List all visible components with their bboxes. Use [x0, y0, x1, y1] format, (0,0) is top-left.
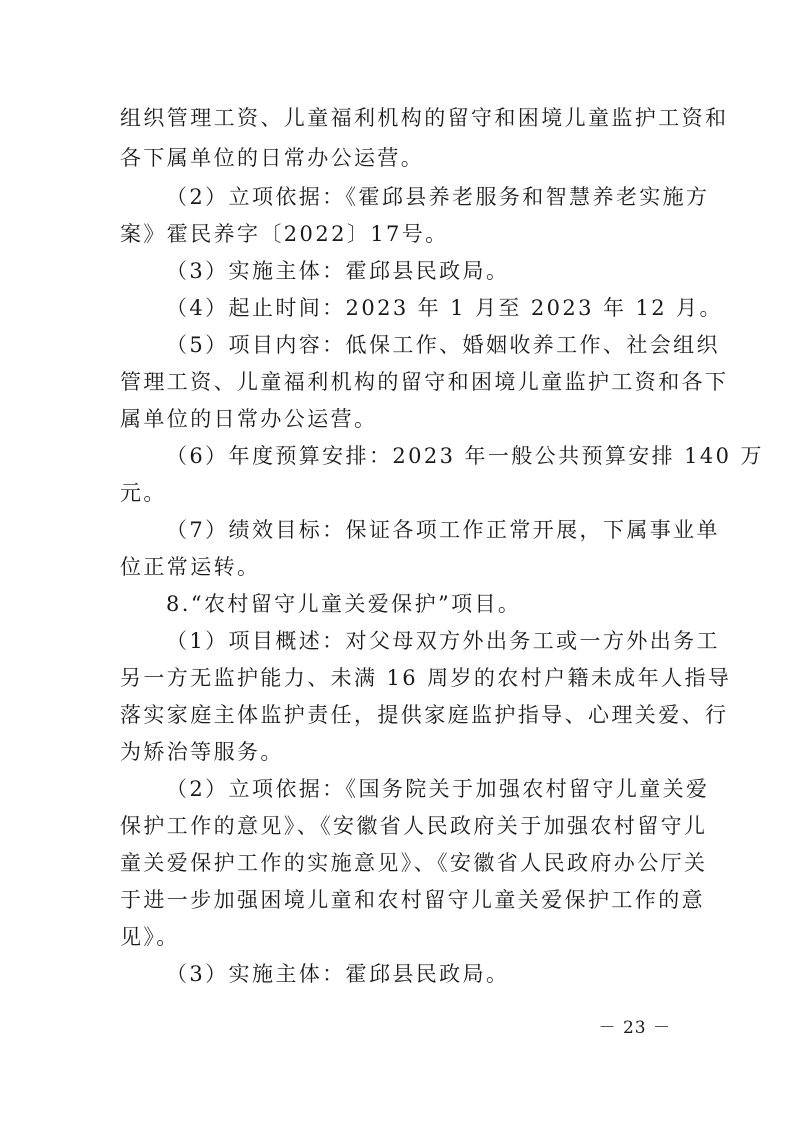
text-line: 为矫治等服务。 — [120, 740, 284, 764]
text-line: 童关爱保护工作的实施意见》、《安徽省人民政府办公厅关 — [120, 851, 708, 875]
text-line: （7）绩效目标：保证各项工作正常开展，下属事业单 — [166, 518, 720, 542]
text-line: （3）实施主体：霍邱县民政局。 — [166, 259, 510, 283]
text-line: 各下属单位的日常办公运营。 — [120, 146, 425, 170]
text-line: 见》。 — [120, 925, 180, 949]
text-line: （1）项目概述：对父母双方外出务工或一方外出务工 — [166, 629, 720, 653]
text-line: （4）起止时间：2023 年 1 月至 2023 年 12 月。 — [166, 296, 723, 320]
text-line: 组织管理工资、儿童福利机构的留守和困境儿童监护工资和 — [120, 106, 729, 130]
text-line: （2）立项依据：《霍邱县养老服务和智慧养老实施方 — [166, 185, 710, 209]
text-line: 落实家庭主体监护责任，提供家庭监护指导、心理关爱、行 — [120, 703, 729, 727]
text-line: 元。 — [120, 481, 167, 505]
text-line: 属单位的日常办公运营。 — [120, 407, 378, 431]
text-line: 案》霍民养字〔2022〕17号。 — [120, 222, 449, 246]
text-line: （6）年度预算安排：2023 年一般公共预算安排 140 万 — [166, 444, 764, 468]
text-line: （5）项目内容：低保工作、婚姻收养工作、社会组织 — [166, 333, 720, 357]
text-line: （3）实施主体：霍邱县民政局。 — [166, 962, 510, 986]
text-line: 于进一步加强困境儿童和农村留守儿童关爱保护工作的意 — [120, 888, 705, 912]
text-line: 另一方无监护能力、未满 16 周岁的农村户籍未成年人指导 — [120, 666, 732, 690]
text-line: 保护工作的意见》、《安徽省人民政府关于加强农村留守儿 — [120, 814, 708, 838]
page-number: － 23 － — [598, 1018, 671, 1038]
text-line: 管理工资、儿童福利机构的留守和困境儿童监护工资和各下 — [120, 370, 729, 394]
text-line: 位正常运转。 — [120, 555, 261, 579]
text-line: 8.“农村留守儿童关爱保护”项目。 — [166, 592, 522, 616]
text-line: （2）立项依据：《国务院关于加强农村留守儿童关爱 — [166, 777, 710, 801]
